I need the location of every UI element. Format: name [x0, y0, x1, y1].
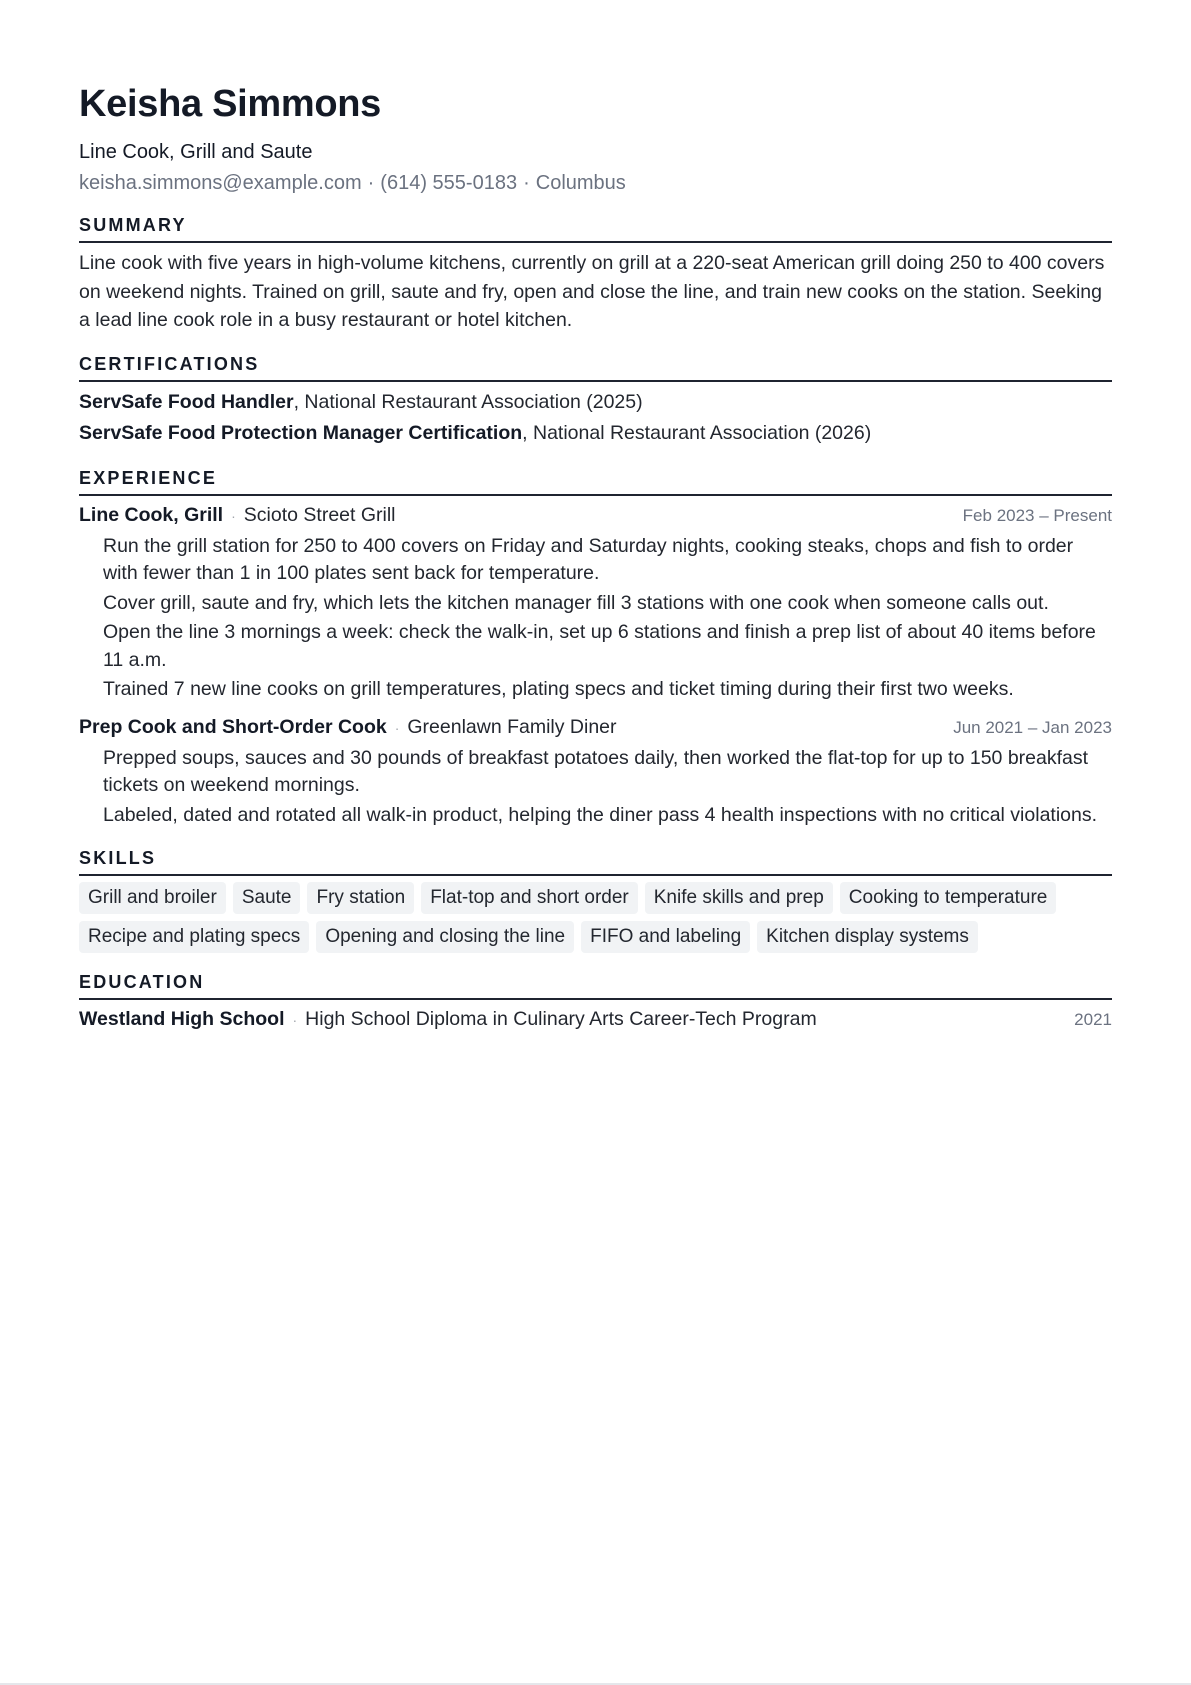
skill-tags: [79, 882, 1079, 953]
headline: Line Cook, Grill and Saute: [79, 141, 313, 163]
job-title: Line Cook, Grill: [79, 503, 224, 526]
contact-line: [79, 170, 1112, 196]
section-title-education: EDUCATION: [79, 971, 1112, 1000]
separator: ·: [394, 719, 400, 736]
bullet-item: Prepped soups, sauces and 30 pounds of breakfast potatoes daily, then worked the flat-top for up to 150 breakfast tickets on weekend mornings.: [103, 746, 1089, 796]
job-entry: [79, 502, 1112, 704]
bullet-item: Cover grill, saute and fry, which lets the kitchen manager fill 3 stations with one cook when someone calls out.: [103, 591, 1049, 614]
job-bullets: [103, 745, 1112, 830]
separator: ·: [367, 172, 375, 194]
skill-tag: Opening and closing the line: [316, 921, 574, 953]
skill-tag: Flat-top and short order: [421, 882, 638, 914]
certification-name: ServSafe Food Protection Manager Certification: [79, 421, 523, 444]
separator: ·: [231, 507, 236, 524]
job-header: [79, 714, 1112, 741]
education-entry: [79, 1006, 1112, 1033]
job-entry: [79, 714, 1112, 830]
separator: ·: [292, 1012, 298, 1028]
summary-text: Line cook with five years in high-volume kitchens, currently on grill at a 220-seat American grill doing 250 to 400 covers on weekend nights. Trained on grill, saute and fry, open and close the line, and train new cooks on the station. Seeking a lead line cook role in a busy restaurant or hotel kitchen.: [79, 252, 1105, 331]
summary-section: [79, 214, 1112, 335]
certification-name: ServSafe Food Handler: [79, 390, 294, 413]
employer: Scioto Street Grill: [243, 503, 396, 526]
skill-tag: Fry station: [307, 882, 414, 914]
job-title: Prep Cook and Short-Order Cook: [79, 715, 387, 738]
skill-tag: Grill and broiler: [79, 882, 226, 914]
certification-detail: , National Restaurant Association (2025): [293, 390, 643, 413]
skill-tag: Knife skills and prep: [645, 882, 833, 914]
skill-tag: Cooking to temperature: [840, 882, 1057, 914]
skill-tag: FIFO and labeling: [581, 921, 750, 953]
skill-tag: Kitchen display systems: [757, 921, 978, 953]
job-dates: Feb 2023 – Present: [962, 505, 1112, 525]
degree: High School Diploma in Culinary Arts Career-Tech Program: [305, 1008, 817, 1030]
certification-detail: , National Restaurant Association (2026): [522, 421, 872, 444]
bullet-item: Trained 7 new line cooks on grill temperatures, plating specs and ticket timing during their first two weeks.: [103, 678, 1014, 700]
section-title-skills: SKILLS: [79, 847, 1112, 876]
certification-item: [79, 418, 1112, 449]
bullet-item: Labeled, dated and rotated all walk-in product, helping the diner pass 4 health inspections with no critical violations.: [103, 803, 1098, 826]
skill-tag: Saute: [233, 882, 301, 914]
bullet-item: Open the line 3 mornings a week: check the walk-in, set up 6 stations and finish a prep list of about 40 items before 11 a.m.: [103, 621, 1096, 671]
candidate-name: Keisha Simmons: [79, 83, 382, 125]
education-year: 2021: [1074, 1010, 1112, 1029]
employer: Greenlawn Family Diner: [407, 715, 617, 738]
section-title-experience: EXPERIENCE: [79, 467, 1112, 496]
separator: ·: [523, 172, 530, 194]
job-bullets: [103, 533, 1112, 704]
job-header: [79, 502, 1112, 529]
experience-section: [79, 467, 1112, 830]
section-title-summary: SUMMARY: [79, 214, 1112, 243]
education-section: [79, 971, 1112, 1033]
certifications-section: [79, 353, 1112, 449]
skills-section: [79, 847, 1112, 953]
bullet-item: Run the grill station for 250 to 400 covers on Friday and Saturday nights, cooking steaks, chops and fish to order with fewer than 1 in 100 plates sent back for temperature.: [103, 534, 1074, 584]
resume-page: [79, 78, 1112, 1033]
job-dates: Jun 2021 – Jan 2023: [953, 717, 1112, 737]
location: Columbus: [535, 172, 626, 194]
certification-item: [79, 387, 1112, 418]
school-name: Westland High School: [79, 1008, 285, 1030]
skill-tag: Recipe and plating specs: [79, 921, 309, 953]
phone-number: (614) 555-0183: [380, 172, 518, 194]
section-title-certifications: CERTIFICATIONS: [79, 353, 1112, 382]
email-link[interactable]: keisha.simmons@example.com: [79, 172, 362, 194]
